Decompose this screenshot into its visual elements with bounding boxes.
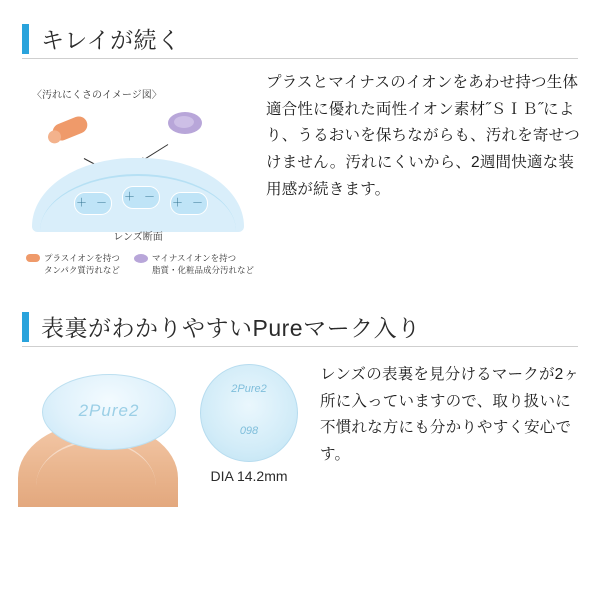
lipid-deposit-icon bbox=[168, 112, 202, 134]
legend-line-1: プラスイオンを持つ bbox=[44, 253, 120, 263]
dirt-resistance-diagram bbox=[18, 70, 258, 280]
legend-line-2: タンパク質汚れなど bbox=[44, 265, 120, 276]
section-pure-mark-body bbox=[0, 362, 600, 507]
legend-swatch-orange-icon bbox=[26, 254, 40, 262]
legend-item bbox=[134, 252, 254, 277]
disc-pure-mark-top: 2Pure2 bbox=[231, 383, 267, 395]
section-header bbox=[0, 22, 600, 55]
disc-pure-mark-bottom: 098 bbox=[239, 425, 259, 437]
accent-bar bbox=[22, 24, 29, 54]
lens-cross-section-label: レンズ断面 bbox=[113, 232, 163, 243]
section-title: 表裏がわかりやすいPureマーク入り bbox=[41, 315, 421, 341]
section-clean-text: プラスとマイナスのイオンをあわせ持つ生体適合性に優れた両性イオン素材˝ＳＩＢ˝により、うるおいを保ちながらも、汚れを寄せつけません。汚れにくいから、2週間快適な装用感が続きます。 bbox=[266, 74, 581, 198]
accent-bar bbox=[22, 312, 29, 342]
diagram-caption: 〈汚れにくさのイメージ図〉 bbox=[32, 90, 162, 101]
legend-text bbox=[152, 252, 254, 277]
legend-text bbox=[44, 252, 120, 277]
legend-line-1: マイナスイオンを持つ bbox=[152, 253, 237, 263]
divider bbox=[22, 58, 578, 59]
protein-deposit-icon bbox=[50, 114, 90, 143]
ion-pair-2: ＋ － bbox=[122, 186, 160, 209]
lens-photo-figure bbox=[18, 362, 318, 507]
legend-line-2: 脂質・化粧品成分汚れなど bbox=[152, 265, 255, 276]
lens-diagram-disc bbox=[200, 364, 298, 462]
page-title: キレイが続く bbox=[41, 27, 181, 53]
section-clean bbox=[0, 22, 600, 55]
lens-on-finger bbox=[42, 374, 176, 450]
section-clean-body bbox=[0, 70, 600, 280]
section-header bbox=[0, 310, 600, 343]
section-pure-mark bbox=[0, 310, 600, 343]
legend-swatch-purple-icon bbox=[134, 254, 148, 263]
legend-item bbox=[26, 252, 134, 277]
ion-pair-1: ＋ － bbox=[74, 192, 112, 215]
divider bbox=[22, 346, 578, 347]
section-pure-mark-text: レンズの表裏を見分けるマークが2ヶ所に入っていますので、取り扱いに不慣れな方にも分かりやすく安心です。 bbox=[320, 366, 580, 463]
diameter-label: DIA 14.2mm bbox=[210, 468, 288, 484]
lens-pure-mark-label: 2Pure2 bbox=[78, 401, 140, 420]
diagram-legend bbox=[26, 252, 258, 277]
ion-pair-3: ＋ － bbox=[170, 192, 208, 215]
